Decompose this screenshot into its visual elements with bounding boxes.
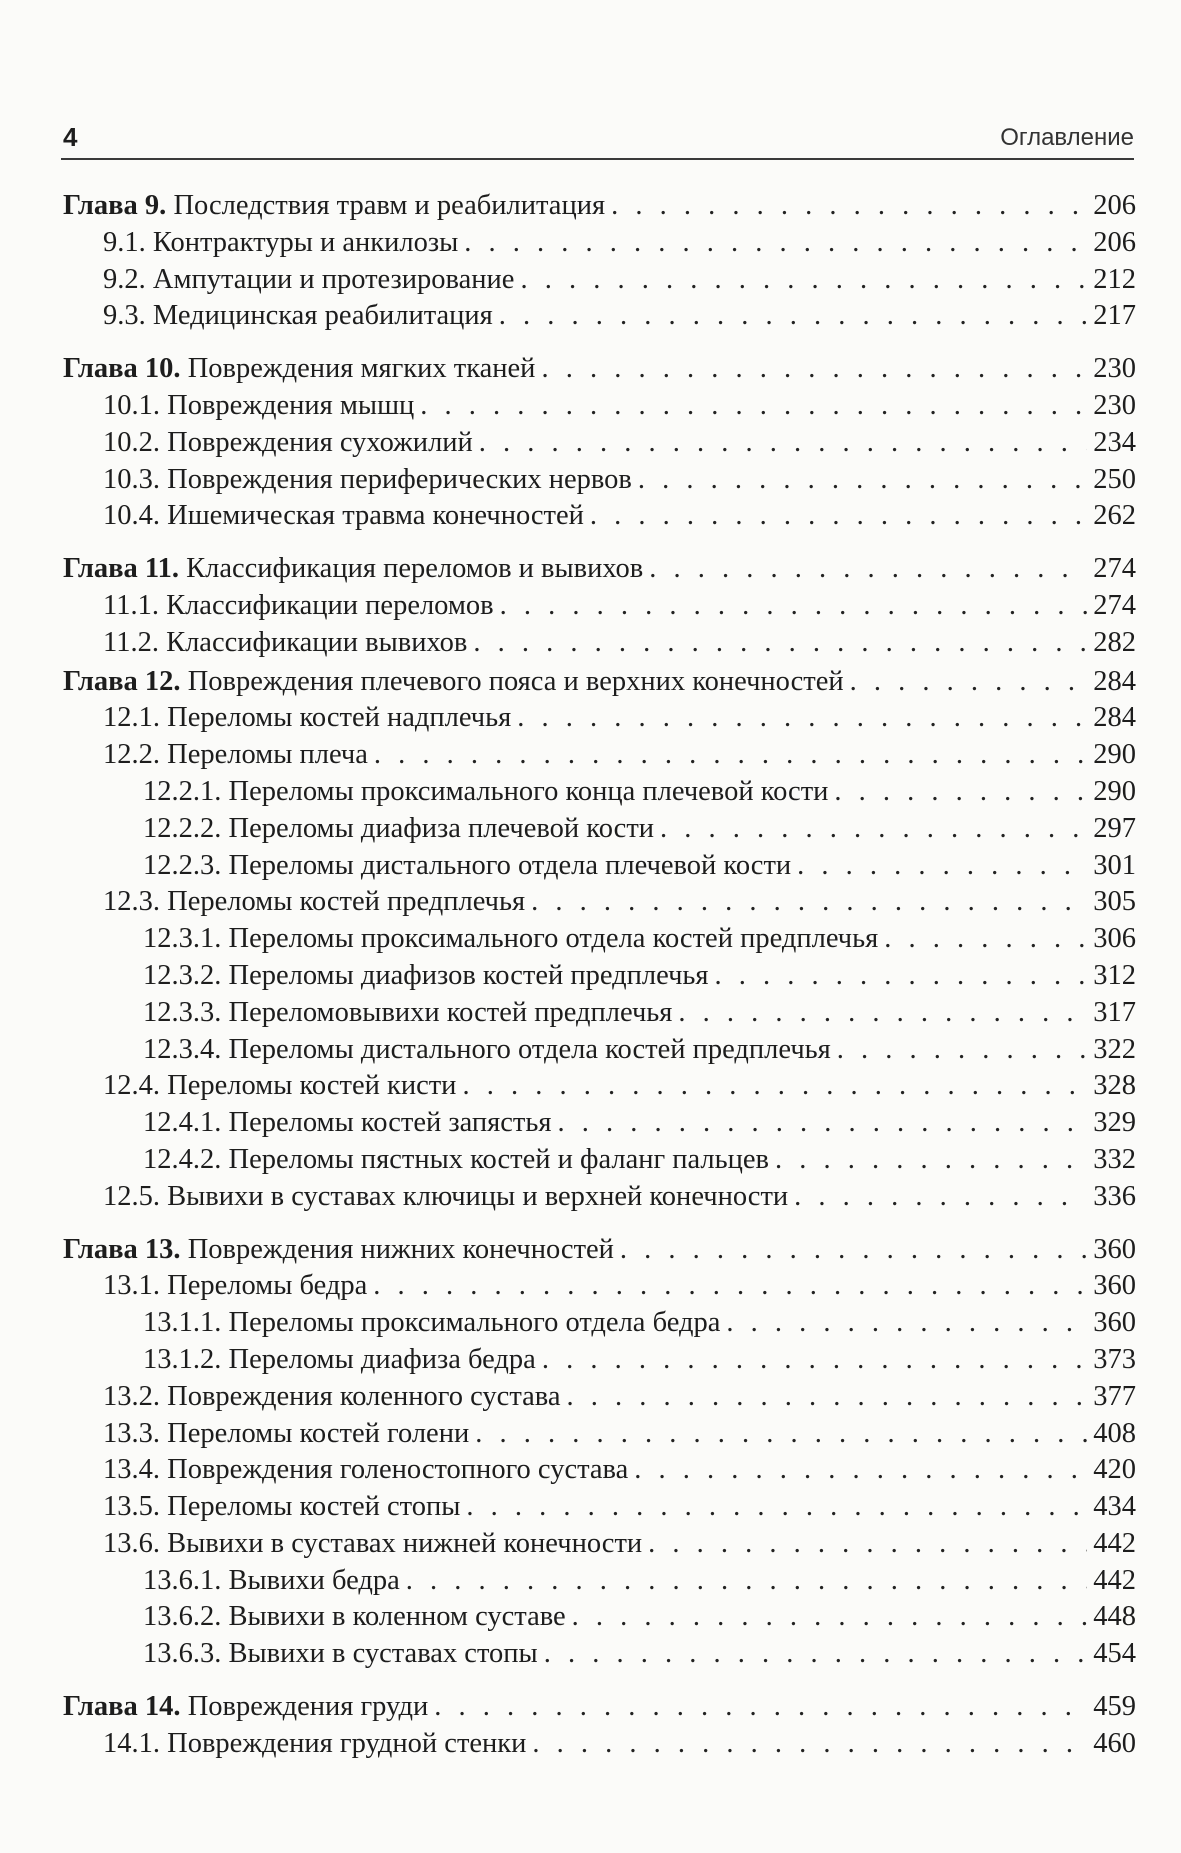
- toc-subsection-entry: [63, 1032, 1136, 1069]
- section-title: 9.3. Медицинская реабилитация: [103, 300, 493, 332]
- dot-leader: [794, 1179, 1087, 1216]
- dot-leader: [374, 737, 1087, 774]
- dot-leader: [542, 1342, 1087, 1379]
- dot-leader: [557, 1105, 1087, 1142]
- entry-text: [103, 625, 467, 662]
- entry-text: [103, 298, 493, 335]
- entry-text: [143, 774, 828, 811]
- dot-leader: [850, 664, 1088, 701]
- entry-page-number: 328: [1093, 1070, 1136, 1102]
- chapter-title: Повреждения мягких тканей: [187, 353, 536, 385]
- entry-page-number: 322: [1093, 1033, 1136, 1065]
- entry-text: [103, 225, 458, 262]
- entry-text: [143, 1599, 566, 1636]
- entry-text: [103, 425, 473, 462]
- subsection-title: 12.4.2. Переломы пястных костей и фаланг пальцев: [143, 1143, 770, 1175]
- dot-leader: [544, 1636, 1088, 1673]
- toc-section-entry: [63, 1452, 1136, 1489]
- dot-leader: [572, 1599, 1088, 1636]
- toc-section-entry: [63, 498, 1136, 535]
- entry-text: [143, 995, 672, 1032]
- section-title: 14.1. Повреждения грудной стенки: [103, 1727, 527, 1759]
- entry-page-number: 297: [1093, 812, 1136, 844]
- entry-text: [143, 1563, 400, 1600]
- entry-text: [143, 958, 709, 995]
- toc-chapter-entry: [63, 1232, 1136, 1269]
- subsection-title: 12.2.2. Переломы диафиза плечевой кости: [143, 812, 655, 844]
- toc-chapter-entry: [63, 664, 1136, 701]
- section-title: 13.3. Переломы костей голени: [103, 1417, 470, 1449]
- section-title: 10.4. Ишемическая травма конечностей: [103, 500, 584, 532]
- dot-leader: [531, 884, 1087, 921]
- entry-page-number: 212: [1093, 263, 1136, 295]
- entry-page-number: 317: [1093, 996, 1136, 1028]
- dot-leader: [475, 1416, 1087, 1453]
- chapter-title: Повреждения нижних конечностей: [187, 1233, 614, 1265]
- entry-page-number: 373: [1093, 1343, 1136, 1375]
- entry-page-number: 206: [1093, 226, 1136, 258]
- chapter-title: Классификация переломов и вывихов: [186, 553, 644, 585]
- entry-text: [143, 1142, 769, 1179]
- section-title: 13.4. Повреждения голеностопного сустава: [103, 1454, 629, 1486]
- entry-page-number: 230: [1093, 389, 1136, 421]
- section-title: 12.2. Переломы плеча: [103, 739, 368, 771]
- section-title: 12.3. Переломы костей предплечья: [103, 886, 526, 918]
- entry-text: [103, 1379, 561, 1416]
- toc-subsection-entry: [63, 1142, 1136, 1179]
- entry-text: [63, 1232, 614, 1269]
- entry-text: [63, 551, 643, 588]
- toc-chapter-entry: [63, 351, 1136, 388]
- entry-page-number: 460: [1093, 1727, 1136, 1759]
- entry-text: [103, 1179, 788, 1216]
- entry-page-number: 454: [1093, 1638, 1136, 1670]
- entry-page-number: 306: [1093, 923, 1136, 955]
- toc-chapter: [63, 1689, 1136, 1763]
- toc-chapter-entry: [63, 188, 1136, 225]
- toc-chapter: [63, 188, 1136, 335]
- running-title: Оглавление: [1000, 124, 1134, 151]
- toc-section-entry: [63, 1726, 1136, 1763]
- entry-page-number: 408: [1093, 1417, 1136, 1449]
- entry-text: [143, 848, 791, 885]
- section-title: 9.1. Контрактуры и анкилозы: [103, 226, 459, 258]
- toc-section-entry: [63, 1268, 1136, 1305]
- entry-text: [63, 351, 535, 388]
- page-number: 4: [63, 122, 78, 152]
- section-title: 13.2. Повреждения коленного сустава: [103, 1380, 561, 1412]
- toc-section-entry: [63, 1179, 1136, 1216]
- toc-section-entry: [63, 388, 1136, 425]
- dot-leader: [660, 811, 1087, 848]
- toc-section-entry: [63, 1068, 1136, 1105]
- subsection-title: 13.1.2. Переломы диафиза бедра: [143, 1343, 536, 1375]
- chapter-title: Повреждения плечевого пояса и верхних конечностей: [187, 665, 844, 697]
- dot-leader: [775, 1142, 1087, 1179]
- toc-subsection-entry: [63, 1342, 1136, 1379]
- subsection-title: 12.3.4. Переломы дистального отдела костей предплечья: [143, 1033, 831, 1065]
- dot-leader: [648, 1526, 1087, 1563]
- entry-page-number: 360: [1093, 1233, 1136, 1265]
- subsection-title: 13.1.1. Переломы проксимального отдела бедра: [143, 1307, 721, 1339]
- dot-leader: [541, 351, 1087, 388]
- section-title: 13.6. Вывихи в суставах нижней конечности: [103, 1527, 643, 1559]
- entry-page-number: 305: [1093, 886, 1136, 918]
- entry-page-number: 442: [1093, 1527, 1136, 1559]
- entry-text: [103, 462, 632, 499]
- entry-page-number: 434: [1093, 1491, 1136, 1523]
- entry-text: [103, 1726, 526, 1763]
- toc-section-entry: [63, 425, 1136, 462]
- entry-page-number: 284: [1093, 702, 1136, 734]
- toc-subsection-entry: [63, 921, 1136, 958]
- toc-subsection-entry: [63, 774, 1136, 811]
- dot-leader: [634, 1452, 1087, 1489]
- entry-page-number: 312: [1093, 959, 1136, 991]
- chapter-label: Глава 10.: [63, 353, 181, 385]
- entry-text: [103, 262, 514, 299]
- table-of-contents: [63, 188, 1136, 1779]
- entry-page-number: 448: [1093, 1601, 1136, 1633]
- entry-page-number: 217: [1093, 300, 1136, 332]
- subsection-title: 12.4.1. Переломы костей запястья: [143, 1107, 552, 1139]
- subsection-title: 13.6.2. Вывихи в коленном суставе: [143, 1601, 566, 1633]
- page-header: [61, 120, 1134, 160]
- toc-section-entry: [63, 1526, 1136, 1563]
- toc-subsection-entry: [63, 811, 1136, 848]
- entry-text: [103, 737, 368, 774]
- entry-text: [103, 588, 494, 625]
- toc-subsection-entry: [63, 995, 1136, 1032]
- section-title: 9.2. Ампутации и протезирование: [103, 263, 515, 295]
- dot-leader: [479, 425, 1087, 462]
- dot-leader: [726, 1305, 1087, 1342]
- entry-page-number: 360: [1093, 1307, 1136, 1339]
- subsection-title: 12.2.3. Переломы дистального отдела плечевой кости: [143, 849, 792, 881]
- section-title: 13.1. Переломы бедра: [103, 1270, 368, 1302]
- entry-page-number: 360: [1093, 1270, 1136, 1302]
- entry-page-number: 332: [1093, 1143, 1136, 1175]
- section-title: 12.5. Вывихи в суставах ключицы и верхней конечности: [103, 1180, 789, 1212]
- toc-chapter-entry: [63, 1689, 1136, 1726]
- section-title: 11.1. Классификации переломов: [103, 589, 494, 621]
- chapter-label: Глава 9.: [63, 190, 167, 221]
- entry-text: [143, 811, 654, 848]
- entry-text: [103, 1452, 628, 1489]
- entry-text: [103, 1068, 456, 1105]
- section-title: 13.5. Переломы костей стопы: [103, 1491, 461, 1523]
- dot-leader: [678, 995, 1087, 1032]
- section-title: 12.4. Переломы костей кисти: [103, 1070, 457, 1102]
- chapter-title: Последствия травм и реабилитация: [173, 190, 606, 221]
- toc-section-entry: [63, 588, 1136, 625]
- subsection-title: 12.3.3. Переломовывихи костей предплечья: [143, 996, 673, 1028]
- toc-section-entry: [63, 700, 1136, 737]
- dot-leader: [567, 1379, 1088, 1416]
- entry-text: [103, 700, 511, 737]
- entry-page-number: 284: [1093, 665, 1136, 697]
- subsection-title: 12.2.1. Переломы проксимального конца плечевой кости: [143, 775, 829, 807]
- subsection-title: 13.6.1. Вывихи бедра: [143, 1564, 400, 1596]
- dot-leader: [837, 1032, 1087, 1069]
- toc-subsection-entry: [63, 1563, 1136, 1600]
- toc-section-entry: [63, 884, 1136, 921]
- entry-page-number: 442: [1093, 1564, 1136, 1596]
- subsection-title: 12.3.2. Переломы диафизов костей предплечья: [143, 959, 709, 991]
- dot-leader: [715, 958, 1088, 995]
- toc-chapter: [63, 664, 1136, 1216]
- dot-leader: [638, 462, 1087, 499]
- toc-chapter: [63, 351, 1136, 535]
- chapter-label: Глава 12.: [63, 665, 181, 697]
- chapter-label: Глава 14.: [63, 1691, 181, 1723]
- entry-text: [143, 921, 878, 958]
- dot-leader: [611, 188, 1087, 225]
- toc-section-entry: [63, 1489, 1136, 1526]
- entry-text: [63, 664, 844, 701]
- dot-leader: [649, 551, 1087, 588]
- section-title: 12.1. Переломы костей надплечья: [103, 702, 512, 734]
- dot-leader: [373, 1268, 1087, 1305]
- entry-text: [103, 1268, 367, 1305]
- dot-leader: [462, 1068, 1087, 1105]
- entry-text: [103, 388, 414, 425]
- entry-page-number: 206: [1093, 190, 1136, 221]
- entry-text: [63, 188, 605, 225]
- entry-page-number: 274: [1093, 589, 1136, 621]
- entry-text: [103, 1489, 460, 1526]
- entry-page-number: 250: [1093, 463, 1136, 495]
- entry-text: [103, 884, 525, 921]
- dot-leader: [464, 225, 1087, 262]
- entry-page-number: 282: [1093, 626, 1136, 658]
- entry-text: [143, 1032, 831, 1069]
- toc-section-entry: [63, 462, 1136, 499]
- dot-leader: [590, 498, 1087, 535]
- toc-subsection-entry: [63, 848, 1136, 885]
- dot-leader: [797, 848, 1087, 885]
- chapter-title: Повреждения груди: [187, 1691, 429, 1723]
- entry-page-number: 377: [1093, 1380, 1136, 1412]
- section-title: 11.2. Классификации вывихов: [103, 626, 468, 658]
- dot-leader: [517, 700, 1087, 737]
- entry-page-number: 290: [1093, 739, 1136, 771]
- entry-text: [63, 1689, 428, 1726]
- toc-section-entry: [63, 737, 1136, 774]
- entry-text: [103, 498, 584, 535]
- entry-page-number: 329: [1093, 1107, 1136, 1139]
- toc-subsection-entry: [63, 1305, 1136, 1342]
- toc-chapter-entry: [63, 551, 1136, 588]
- toc-section-entry: [63, 262, 1136, 299]
- entry-page-number: 230: [1093, 353, 1136, 385]
- dot-leader: [884, 921, 1087, 958]
- toc-chapter: [63, 551, 1136, 661]
- dot-leader: [499, 298, 1087, 335]
- dot-leader: [834, 774, 1087, 811]
- entry-text: [143, 1305, 720, 1342]
- entry-text: [143, 1105, 551, 1142]
- entry-page-number: 336: [1093, 1180, 1136, 1212]
- chapter-label: Глава 11.: [63, 553, 179, 585]
- entry-page-number: 290: [1093, 775, 1136, 807]
- dot-leader: [473, 625, 1087, 662]
- dot-leader: [406, 1563, 1087, 1600]
- entry-page-number: 459: [1093, 1691, 1136, 1723]
- dot-leader: [620, 1232, 1087, 1269]
- dot-leader: [434, 1689, 1087, 1726]
- dot-leader: [420, 388, 1087, 425]
- dot-leader: [500, 588, 1088, 625]
- dot-leader: [520, 262, 1087, 299]
- toc-subsection-entry: [63, 1636, 1136, 1673]
- entry-text: [103, 1526, 642, 1563]
- entry-page-number: 262: [1093, 500, 1136, 532]
- subsection-title: 12.3.1. Переломы проксимального отдела костей предплечья: [143, 923, 879, 955]
- toc-subsection-entry: [63, 1105, 1136, 1142]
- toc-section-entry: [63, 225, 1136, 262]
- toc-subsection-entry: [63, 1599, 1136, 1636]
- section-title: 10.3. Повреждения периферических нервов: [103, 463, 632, 495]
- toc-subsection-entry: [63, 958, 1136, 995]
- toc-section-entry: [63, 1379, 1136, 1416]
- toc-chapter: [63, 1232, 1136, 1674]
- entry-page-number: 234: [1093, 426, 1136, 458]
- entry-text: [143, 1342, 536, 1379]
- chapter-label: Глава 13.: [63, 1233, 181, 1265]
- entry-text: [103, 1416, 469, 1453]
- subsection-title: 13.6.3. Вывихи в суставах стопы: [143, 1638, 538, 1670]
- dot-leader: [532, 1726, 1087, 1763]
- section-title: 10.2. Повреждения сухожилий: [103, 426, 473, 458]
- toc-section-entry: [63, 298, 1136, 335]
- entry-text: [143, 1636, 538, 1673]
- toc-section-entry: [63, 625, 1136, 662]
- entry-page-number: 301: [1093, 849, 1136, 881]
- toc-section-entry: [63, 1416, 1136, 1453]
- entry-page-number: 274: [1093, 553, 1136, 585]
- dot-leader: [466, 1489, 1087, 1526]
- entry-page-number: 420: [1093, 1454, 1136, 1486]
- section-title: 10.1. Повреждения мышц: [103, 389, 415, 421]
